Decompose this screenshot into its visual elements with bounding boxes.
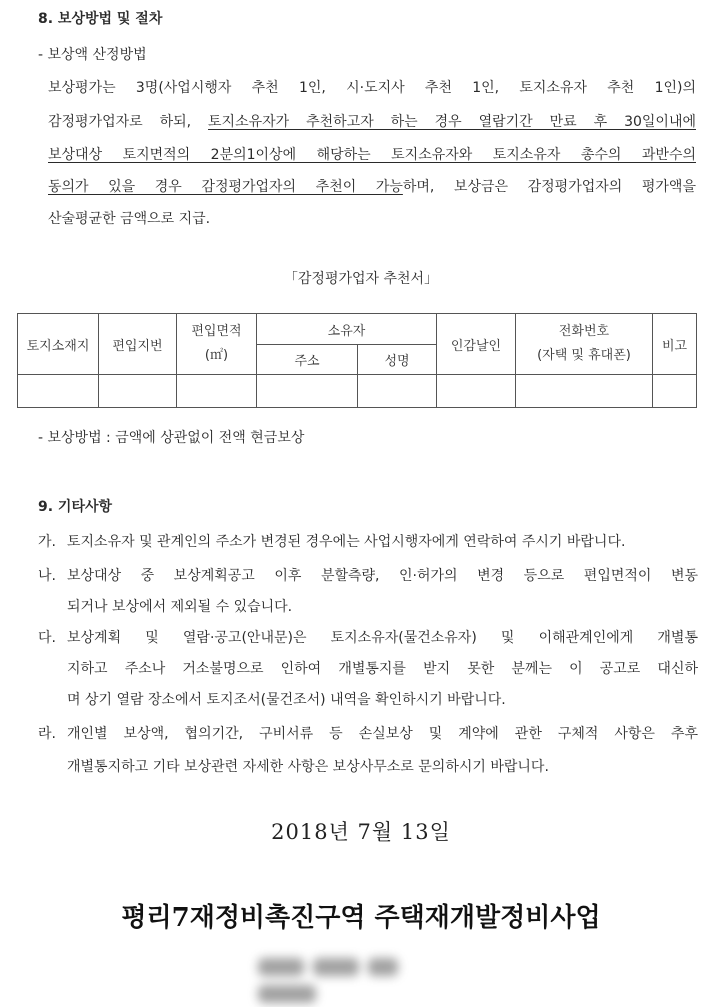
header-lot-number: 편입지번: [99, 314, 177, 375]
header-owner-address: 주소: [257, 345, 358, 375]
recommendation-table: [17, 313, 697, 408]
organization-name: 평리7재정비촉진구역 주택재개발정비사업: [121, 903, 601, 933]
area-unit: (㎡): [204, 348, 229, 363]
recommendation-form-title: 「감정평가업자 추천서」: [283, 271, 439, 287]
header-land-location: 토지소재지: [18, 314, 99, 375]
underlined-text: 토지소유자가 추천하고자 하는 경우 열람기간 만료 후 30일이내에: [208, 114, 696, 130]
text-span: 감정평가업자로 하되,: [48, 114, 209, 130]
table-cell: [516, 375, 653, 408]
compensation-method: - 보상방법 : 금액에 상관없이 전액 현금보상: [38, 430, 305, 446]
item-label: 나.: [38, 568, 56, 584]
section9-title: 9. 기타사항: [38, 499, 113, 515]
paragraph-line: [48, 177, 696, 197]
item-text: 보상계획 및 열람·공고(안내문)은 토지소유자(물건소유자) 및 이해관계인에게 개별통: [67, 630, 698, 646]
paragraph-line: [48, 112, 696, 132]
header-owner-name: 성명: [358, 345, 437, 375]
header-seal: 인감날인: [437, 314, 516, 375]
item-label: 가.: [38, 534, 56, 550]
table-cell: [257, 375, 358, 408]
paragraph-line: [48, 78, 696, 98]
header-owner: 소유자: [257, 314, 437, 345]
table-cell: [437, 375, 516, 408]
item-label: 다.: [38, 630, 56, 646]
paragraph-line: [48, 209, 210, 229]
underlined-text: 보상대상 토지면적의 2분의1이상에 해당하는 토지소유자와 토지소유자 총수의 과반수의: [48, 147, 696, 163]
valuation-method-heading: - 보상액 산정방법: [38, 47, 147, 63]
table-cell: [177, 375, 257, 408]
item-text: 토지소유자 및 관계인의 주소가 변경된 경우에는 사업시행자에게 연락하여 주시기 바랍니다.: [67, 534, 626, 550]
paragraph-line: [48, 145, 696, 165]
redacted-signature: [258, 953, 472, 981]
text-span: 하며, 보상금은 감정평가업자의 평가액을: [402, 179, 696, 195]
item-text: 지하고 주소나 거소불명으로 인하여 개별통지를 받지 못한 분께는 이 공고로 대신하: [67, 661, 698, 677]
item-text: 되거나 보상에서 제외될 수 있습니다.: [67, 599, 293, 615]
phone-sublabel: (자택 및 휴대폰): [537, 348, 631, 363]
table-cell: [653, 375, 697, 408]
header-area: [177, 314, 257, 375]
header-note: 비고: [653, 314, 697, 375]
header-phone: [516, 314, 653, 375]
phone-label: 전화번호: [558, 324, 610, 339]
table-cell: [18, 375, 99, 408]
notice-date: 2018년 7월 13일: [271, 820, 451, 844]
area-label: 편입면적: [191, 324, 242, 339]
item-text: 개인별 보상액, 협의기간, 구비서류 등 손실보상 및 계약에 관한 구체적 사항은 추후: [67, 726, 698, 742]
item-text: 개별통지하고 기타 보상관련 자세한 사항은 보상사무소로 문의하시기 바랍니다.: [67, 759, 549, 775]
underlined-text: 동의가 있을 경우 감정평가업자의 추천이 가능: [48, 179, 403, 195]
text-span: 보상평가는 3명(사업시행자 추천 1인, 시·도지사 추천 1인, 토지소유자 추천 1인)의: [48, 80, 696, 96]
item-label: 라.: [38, 726, 56, 742]
item-text: 며 상기 열람 장소에서 토지조서(물건조서) 내역을 확인하시기 바랍니다.: [67, 692, 506, 708]
text-span: 산술평균한 금액으로 지급.: [48, 211, 211, 227]
section8-title: 8. 보상방법 및 절차: [38, 11, 163, 27]
table-cell: [358, 375, 437, 408]
table-cell: [99, 375, 177, 408]
item-text: 보상대상 중 보상계획공고 이후 분할측량, 인·허가의 변경 등으로 편입면적이 변동: [67, 568, 698, 584]
